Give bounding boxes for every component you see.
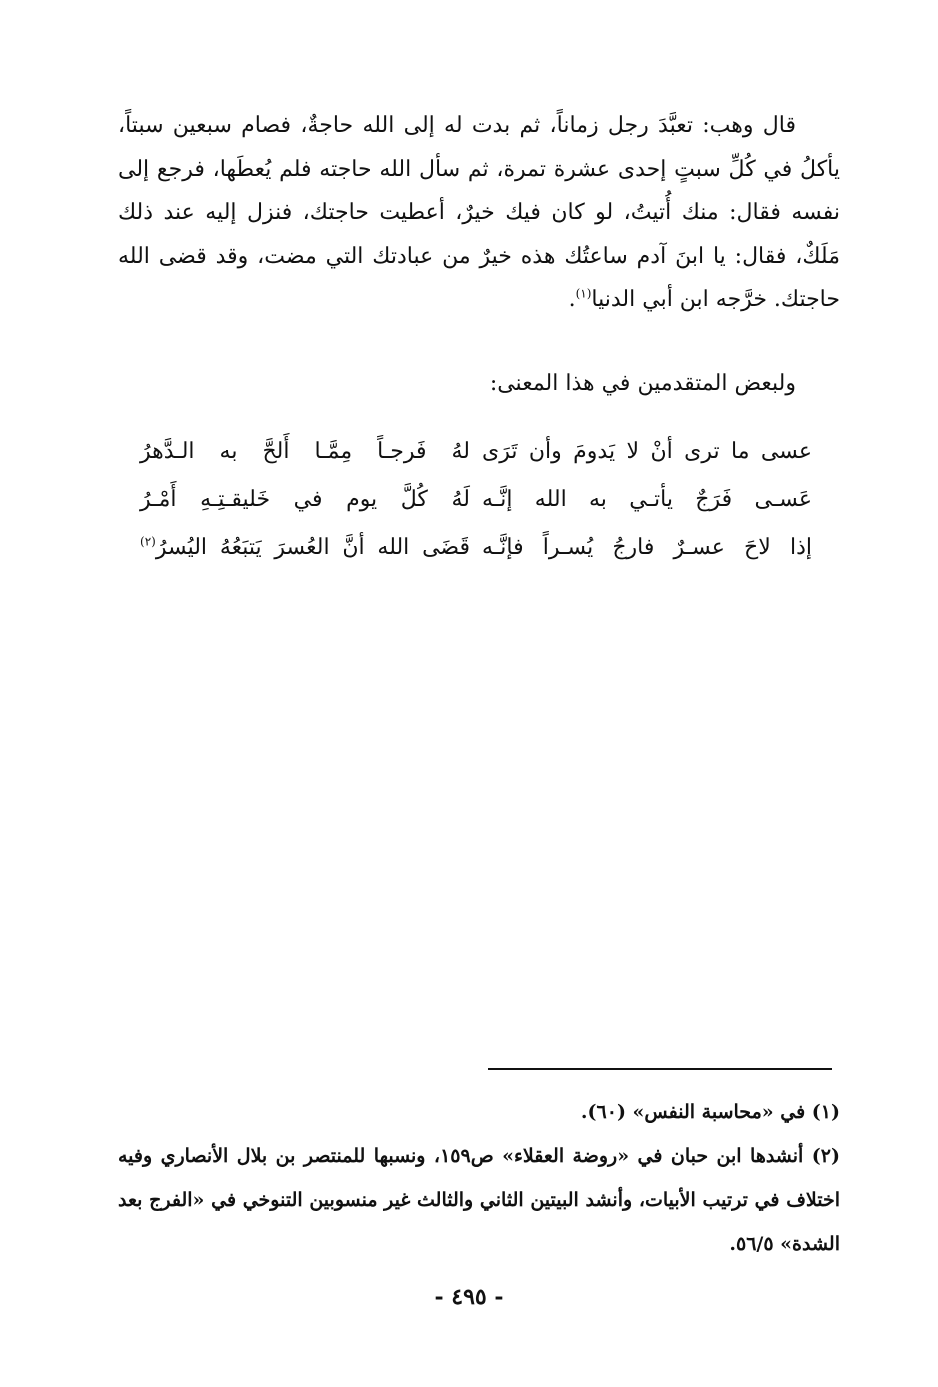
footnote-marker: (١) bbox=[575, 286, 592, 301]
paragraph-end: . bbox=[568, 287, 576, 312]
hemistich-text: قَضَى الله أنَّ العُسرَ يَتبَعُهُ اليُسرُ bbox=[155, 535, 470, 560]
footnote-marker: (٢) bbox=[140, 534, 156, 549]
footnote: (٢) أنشدها ابن حبان في «روضة العقلاء» ص١٥٩، ونسبها للمنتصر بن بلال الأنصاري وفيه اختلاف في ترتيب الأبيات، وأنشد البيتين الثاني والثالث غير منسوبين التنوخي في «الفرج بعد الشدة» ٥٦/٥. bbox=[118, 1145, 840, 1255]
footnote-separator bbox=[488, 1068, 832, 1070]
verse-second-hemistich: لهُ فَرجـاً مِمَّـا أَلحَّ به الـدَّهرُ bbox=[140, 439, 470, 464]
paragraph bbox=[118, 104, 840, 322]
poem-verse bbox=[118, 524, 840, 572]
main-text bbox=[118, 104, 840, 322]
poem-verse bbox=[118, 428, 840, 476]
verse-second-hemistich: لَهُ كُلَّ يوم في خَليقـتِـهِ أَمْـرُ bbox=[140, 487, 470, 512]
footnotes bbox=[118, 1090, 840, 1266]
verse-first-hemistich: إذا لاحَ عسـرٌ فارجُ يُسـراً فإنَّـه bbox=[482, 535, 812, 560]
footnote: (١) في «محاسبة النفس» (٦٠). bbox=[580, 1101, 840, 1123]
page-number: - ٤٩٥ - bbox=[434, 1284, 504, 1310]
poem-verse bbox=[118, 476, 840, 524]
poem bbox=[118, 428, 840, 572]
paragraph-text: قال وهب: تعبَّدَ رجل زماناً، ثم بدت له إلى الله حاجةٌ، فصام سبعين سبتاً، يأكلُ في كُلِّ سبتٍ إحدى عشرة تمرة، ثم سأل الله حاجته فلم يُعطَها، فرجع إلى نفسه فقال: منك أُتيتُ، لو كان فيك خيرٌ، أعطيت حاجتك، فنزل إليه عند ذلك مَلَكٌ، فقال: يا ابنَ آدم ساعتُك هذه خيرٌ من عبادتك التي مضت، وقد قضى الله حاجتك. خرَّجه ابن أبي الدنيا bbox=[118, 113, 840, 312]
poem-intro: ولبعض المتقدمين في هذا المعنى: bbox=[489, 371, 796, 396]
verse-first-hemistich: عَسـى فَرَجٌ يأتـي به الله إنَّـه bbox=[482, 487, 812, 512]
verse-second-hemistich bbox=[118, 524, 470, 572]
verse-first-hemistich: عسى ما ترى أنْ لا يَدومَ وأن تَرَى bbox=[482, 439, 812, 464]
